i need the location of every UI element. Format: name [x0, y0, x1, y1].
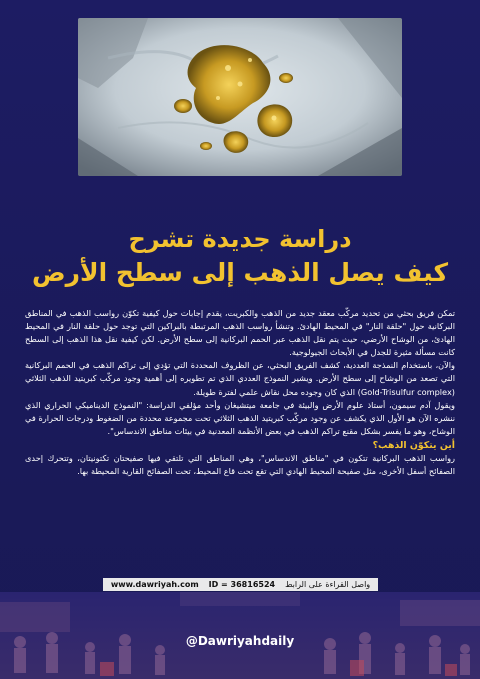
headline-line-1: دراسة جديدة تشرح — [128, 225, 352, 253]
article-body — [25, 307, 455, 478]
social-handle: @Dawriyahdaily — [185, 634, 295, 648]
read-more-bar[interactable] — [103, 578, 378, 591]
subheading: أين يتكوّن الذهب؟ — [372, 439, 455, 451]
paragraph-4: رواسب الذهب البركانية تتكون في "مناطق الاندساس"، وهي المناطق التي تلتقي فيها صفيحتان تكتونيتان، وتتحرك إحدى الصفائح أسفل الأخرى، مثل صفيحة المحيط الهادي التي تقع تحت قاع المحيط، تحت الصفائح القارية المحيطة بها. — [25, 452, 455, 477]
site-url-link[interactable]: www.dawriyah.com — [110, 580, 199, 589]
headline-line-2: كيف يصل الذهب إلى سطح الأرض — [32, 258, 448, 287]
gold-ore-photo — [78, 18, 402, 176]
read-more-label: واصل القراءة على الرابط — [285, 580, 371, 589]
paragraph-2: والآن، باستخدام النمذجة العددية، كشف الفريق البحثي، عن الظروف المحددة التي تؤدي إلى تراكم الذهب في الحمم البركانية التي تصعد من الوشاح إلى سطح الأرض. ويشير النموذج العددي الذي تم تطويره إلى أهمية وجود مركّب كبريتيد الذهب الثلاثي (Gold-Trisulfur complex) الذي كان وجوده محل نقاش علمي لفترة طويلة. — [25, 360, 455, 397]
paragraph-1: تمكن فريق بحثي من تحديد مركّب معقد جديد من الذهب والكبريت، يقدم إجابات حول كيفية تكوّن رواسب الذهب في المناطق البركانية حول "حلقة النار" في المحيط الهادئ. وتنشأ رواسب الذهب المرتبطة بالبراكين التي توجد حول حلقة النار في المحيط الهادئ، من الوشاح الأرضي، حيث يتم نقل الذهب عبر الحمم البركانية إلى سطح الأرض. لكن كيفية نقل هذا الذهب إلى السطح كانت مسألة مثيرة للجدل في الأبحاث الجيولوجية. — [25, 308, 455, 358]
article-id: ID = 36816524 — [208, 580, 276, 589]
gold-ore-image — [78, 18, 402, 176]
paragraph-3: ويقول آدم سيمون، أستاذ علوم الأرض والبيئة في جامعة ميتشيغان وأحد مؤلفي الدراسة: "النموذج الديناميكي الحراري الذي ننشره الآن هو الأول الذي يكشف عن وجود مركّب كبريتيد الذهب الثلاثي تحت مجموعة محددة من الضغوط ودرجات الحرارة في الوشاح، وهو ما يفسر بشكل مقنع تراكم الذهب في بعض الأنظمة المعدنية في بيئات مناطق الاندساس". — [25, 399, 455, 436]
